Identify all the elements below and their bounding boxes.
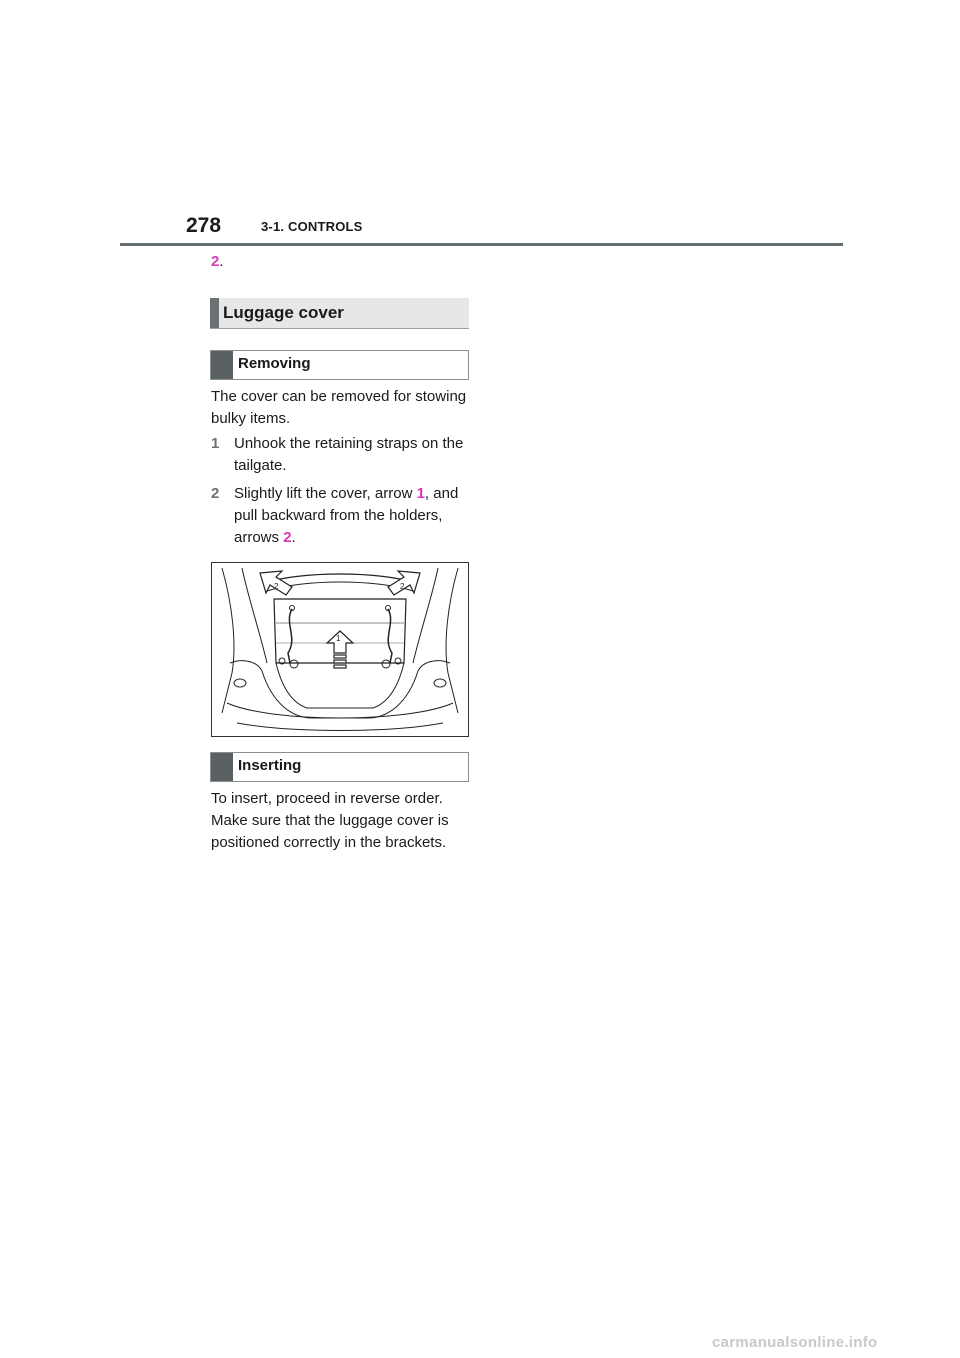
step-2 [211, 483, 473, 549]
step-2-number: 2 [211, 485, 220, 502]
removing-heading [210, 350, 469, 380]
continuation-suffix: . [219, 253, 224, 270]
removing-heading-text: Removing [238, 355, 311, 372]
continuation-line [211, 253, 224, 270]
step-2-text-b: , and pull backward from the holders, arrows [234, 485, 459, 546]
watermark: carmanualsonline.info [712, 1334, 878, 1351]
step-1 [211, 433, 473, 477]
step-2-ref-1: 1 [416, 485, 425, 502]
inserting-heading-text: Inserting [238, 757, 302, 774]
step-2-ref-2: 2 [283, 529, 292, 546]
luggage-cover-heading [210, 298, 469, 329]
subheading-bar [211, 753, 233, 781]
step-1-text: Unhook the retaining straps on the tailgate. [234, 435, 464, 474]
figure-label-2-right: 2 [400, 582, 405, 591]
header-divider [120, 243, 843, 246]
inserting-heading [210, 752, 469, 782]
figure-label-1: 1 [336, 634, 341, 643]
subheading-bar [211, 351, 233, 379]
continuation-ref: 2 [211, 253, 220, 270]
figure-label-2-left: 2 [274, 582, 279, 591]
step-2-text-c: . [291, 529, 296, 546]
removing-intro: The cover can be removed for stowing bulky items. [211, 388, 467, 427]
heading-bar [210, 298, 219, 328]
section-header: 3-1. CONTROLS [261, 219, 363, 234]
step-2-text-a: Slightly lift the cover, arrow [234, 485, 417, 502]
page-number: 278 [186, 214, 222, 237]
luggage-cover-heading-text: Luggage cover [223, 303, 344, 322]
luggage-cover-drawing [212, 563, 468, 736]
luggage-cover-illustration [211, 562, 469, 737]
inserting-text: To insert, proceed in reverse order. Make sure that the luggage cover is positioned correctly in the brackets. [211, 790, 449, 851]
step-2-text [234, 483, 473, 549]
step-1-number: 1 [211, 435, 220, 452]
